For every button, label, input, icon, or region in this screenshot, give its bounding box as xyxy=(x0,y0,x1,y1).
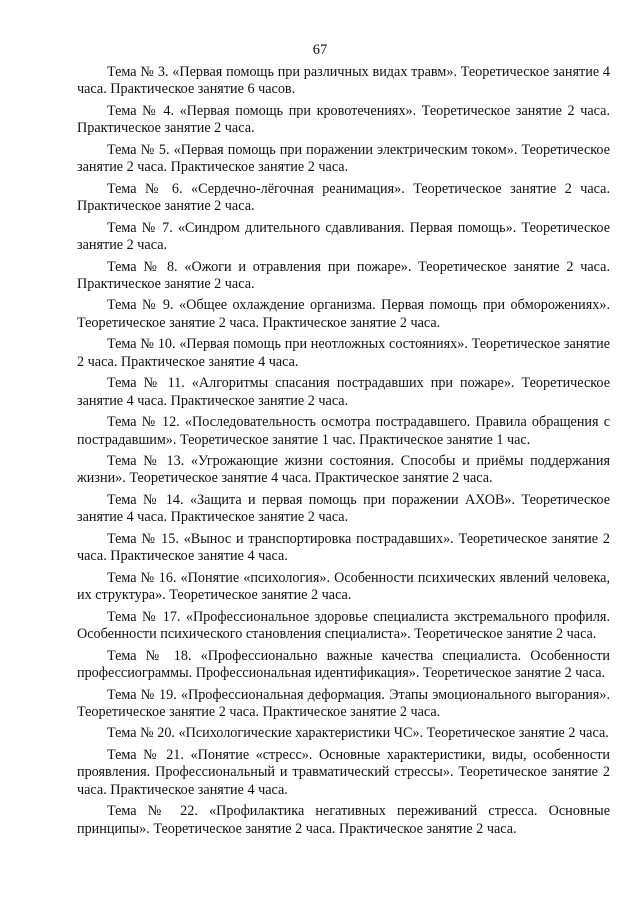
topic-paragraph: Тема № 13. «Угрожающие жизни состояния. Способы и приёмы поддержания жизни». Теоретическое занятие 4 часа. Практическое занятие 2 часа. xyxy=(77,453,610,487)
topic-paragraph: Тема № 18. «Профессионально важные качества специалиста. Особенности профессиограммы. Профессиональная идентификация». Теоретическое занятие 2 часа. xyxy=(77,647,610,681)
topic-paragraph: Тема № 16. «Понятие «психология». Особенности психических явлений человека, их структура». Теоретическое занятие 2 часа. xyxy=(77,569,610,604)
topic-paragraph: Тема № 20. «Психологические характеристики ЧС». Теоретическое занятие 2 часа. xyxy=(107,725,609,742)
topic-paragraph: Тема № 8. «Ожоги и отравления при пожаре». Теоретическое занятие 2 часа. Практическое занятие 2 часа. xyxy=(77,258,610,292)
topic-paragraph: Тема № 7. «Синдром длительного сдавливания. Первая помощь». Теоретическое занятие 2 часа. xyxy=(77,219,610,254)
topic-paragraph: Тема № 4. «Первая помощь при кровотечениях». Теоретическое занятие 2 часа. Практическое занятие 2 часа. xyxy=(77,102,610,137)
topic-paragraph: Тема № 5. «Первая помощь при поражении электрическим током». Теоретическое занятие 2 часа. Практическое занятие 2 часа. xyxy=(77,141,610,176)
topic-paragraph: Тема № 12. «Последовательность осмотра пострадавшего. Правила обращения с пострадавшим». Теоретическое занятие 1 час. Практическое занятие 1 час. xyxy=(77,414,610,448)
topic-paragraph: Тема № 9. «Общее охлаждение организма. Первая помощь при обморожениях». Теоретическое занятие 2 часа. Практическое занятие 2 часа. xyxy=(77,297,610,331)
topic-paragraph: Тема № 10. «Первая помощь при неотложных состояниях». Теоретическое занятие 2 часа. Практическое занятие 4 часа. xyxy=(77,336,610,370)
topic-paragraph: Тема № 3. «Первая помощь при различных видах травм». Теоретическое занятие 4 часа. Практическое занятие 6 часов. xyxy=(77,64,610,98)
topic-paragraph: Тема № 21. «Понятие «стресс». Основные характеристики, виды, особенности проявления. Профессиональный и травматический стрессы». Теоретическое занятие 2 часа. Практическое занятие 4 часа. xyxy=(77,746,610,798)
page-number: 67 xyxy=(312,42,328,58)
topic-paragraph: Тема № 11. «Алгоритмы спасания пострадавших при пожаре». Теоретическое занятие 4 часа. Практическое занятие 2 часа. xyxy=(77,375,610,409)
topic-paragraph: Тема № 22. «Профилактика негативных переживаний стресса. Основные принципы». Теоретическое занятие 2 часа. Практическое занятие 2 часа. xyxy=(77,803,610,837)
topic-paragraph: Тема № 15. «Вынос и транспортировка пострадавших». Теоретическое занятие 2 часа. Практическое занятие 4 часа. xyxy=(77,530,610,565)
topic-paragraph: Тема № 14. «Защита и первая помощь при поражении АХОВ». Теоретическое занятие 4 часа. Практическое занятие 2 часа. xyxy=(77,491,610,526)
topic-paragraph: Тема № 19. «Профессиональная деформация. Этапы эмоционального выгорания». Теоретическое занятие 2 часа. Практическое занятие 2 часа. xyxy=(77,686,610,720)
topic-paragraph: Тема № 6. «Сердечно-лёгочная реанимация». Теоретическое занятие 2 часа. Практическое занятие 2 часа. xyxy=(77,180,610,215)
topics-list xyxy=(77,64,610,842)
topic-paragraph: Тема № 17. «Профессиональное здоровье специалиста экстремального профиля. Особенности психического становления специалиста». Теоретическое занятие 2 часа. xyxy=(77,608,610,643)
